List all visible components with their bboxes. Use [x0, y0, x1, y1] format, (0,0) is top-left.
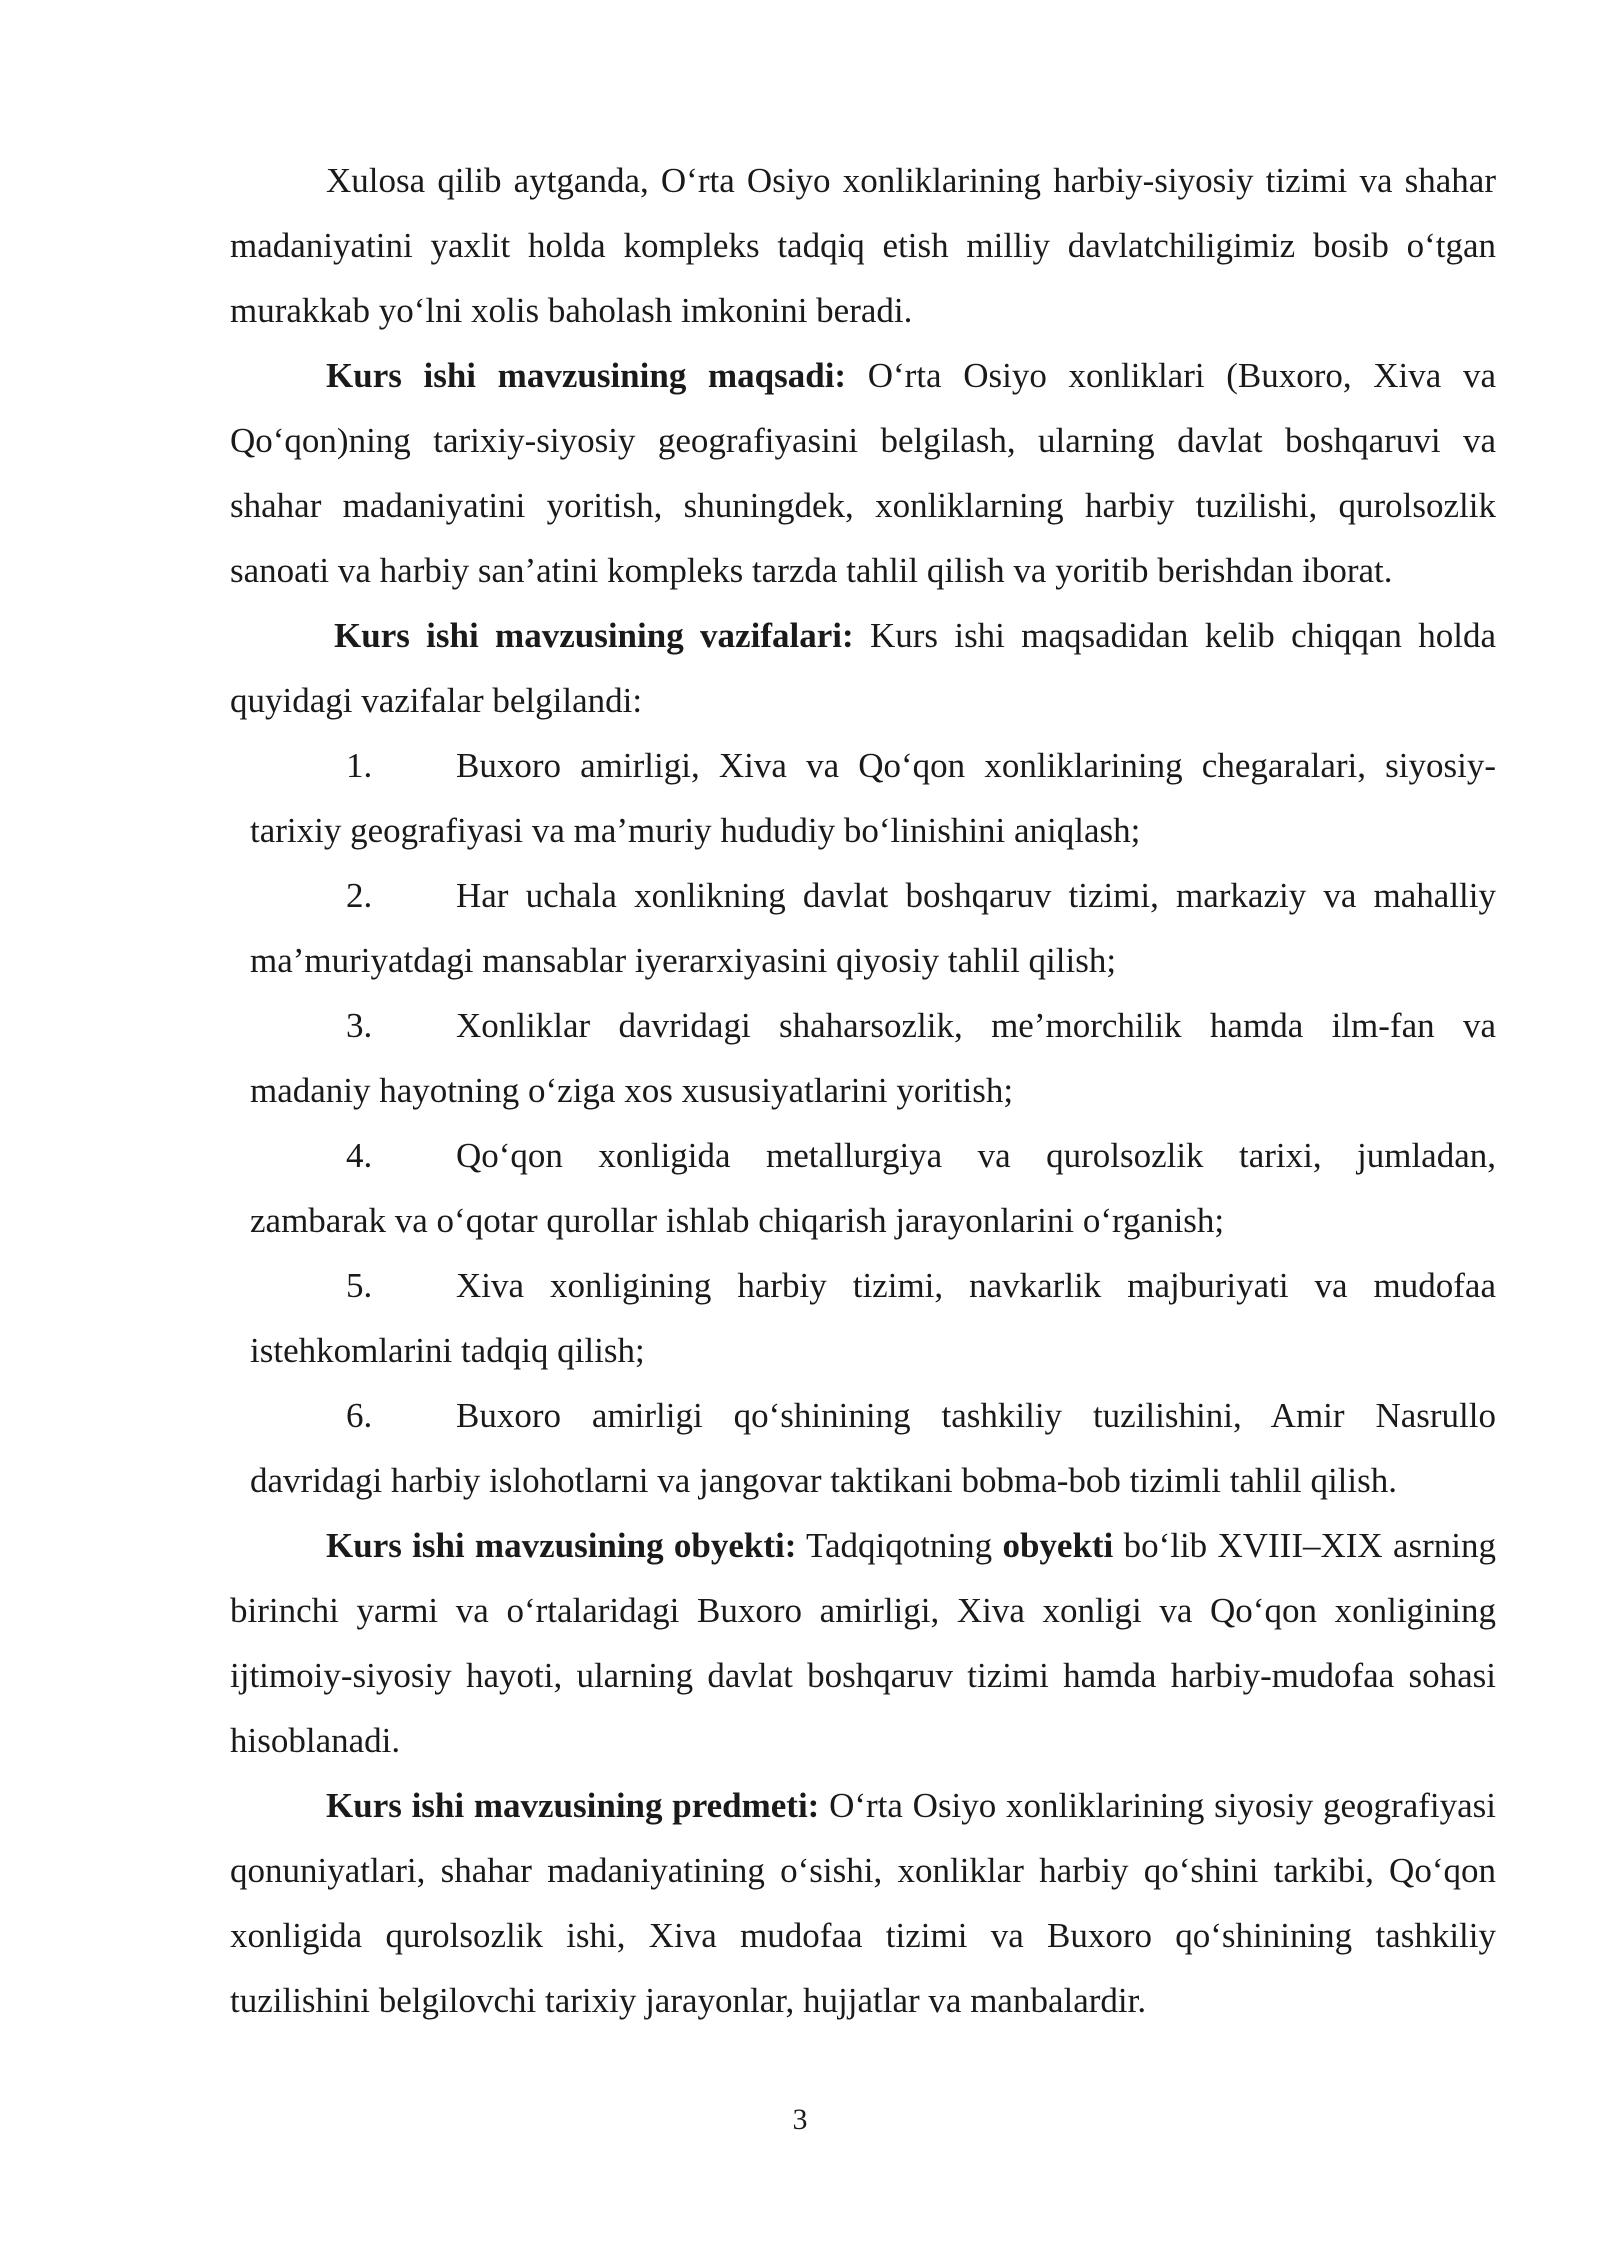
subject-paragraph: [230, 1773, 1496, 2033]
list-item: [250, 733, 1496, 863]
document-page: [230, 148, 1496, 2033]
object-label: Kurs ishi mavzusining obyekti:: [326, 1526, 797, 1565]
tasks-list: [230, 733, 1496, 1513]
page-number: 3: [792, 2103, 808, 2136]
list-item: [250, 993, 1496, 1123]
list-item-text-continued: zambarak va o‘qotar qurollar ishlab chiqarish jarayonlarini o‘rganish;: [250, 1201, 1225, 1240]
subject-label: Kurs ishi mavzusining predmeti:: [326, 1786, 820, 1825]
list-item-text: Har uchala xonlikning davlat boshqaruv tizimi, markaziy va mahalliy: [456, 876, 1496, 915]
object-bold-word: obyekti: [1002, 1526, 1114, 1565]
list-item: [250, 1253, 1496, 1383]
list-item-number: 5.: [346, 1266, 373, 1305]
list-item-number: 6.: [346, 1396, 373, 1435]
tasks-paragraph: [230, 603, 1496, 733]
subject-text: O‘rta Osiyo xonliklarining siyosiy geografiyasi qonuniyatlari, shahar madaniyatining o‘sishi, xonliklar harbiy qo‘shini tarkibi, Qo‘qon xonligida qurolsozlik ishi, Xiva mudofaa tizimi va Buxoro qo‘shinining tashkiliy tuzilishini belgilovchi tarixiy jarayonlar, hujjatlar va manbalardir.: [230, 1786, 1496, 2020]
object-text: Tadqiqotning: [796, 1526, 1003, 1565]
list-item-text: Qo‘qon xonligida metallurgiya va qurolsozlik tarixi, jumladan,: [456, 1136, 1496, 1175]
list-item-text: Buxoro amirligi, Xiva va Qo‘qon xonliklarining chegaralari, siyosiy-: [456, 746, 1496, 785]
object-text-continued: bo‘lib XVIII–XIX asrning birinchi yarmi va o‘rtalaridagi Buxoro amirligi, Xiva xonligi va Qo‘qon xonligining ijtimoiy-siyosiy hayoti, ularning davlat boshqaruv tizimi hamda harbiy-mudofaa sohasi hisoblanadi.: [230, 1526, 1496, 1760]
list-item-text: Xiva xonligining harbiy tizimi, navkarlik majburiyati va mudofaa: [456, 1266, 1496, 1305]
list-item-number: 2.: [346, 876, 373, 915]
list-item-number: 1.: [346, 746, 373, 785]
tasks-label: Kurs ishi mavzusining vazifalari:: [334, 616, 854, 655]
list-item-text-continued: davridagi harbiy islohotlarni va jangovar taktikani bobma-bob tizimli tahlil qilish.: [250, 1461, 1397, 1500]
list-item-number: 4.: [346, 1136, 373, 1175]
conclusion-text: Xulosa qilib aytganda, O‘rta Osiyo xonliklarining harbiy-siyosiy tizimi va shahar madaniyatini yaxlit holda kompleks tadqiq etish milliy davlatchiligimiz bosib o‘tgan murakkab yo‘lni xolis baholash imkonini beradi.: [230, 161, 1496, 330]
list-item: [250, 1383, 1496, 1513]
object-paragraph: [230, 1513, 1496, 1773]
list-item-number: 3.: [346, 1006, 373, 1045]
list-item-text-continued: tarixiy geografiyasi va ma’muriy hududiy bo‘linishini aniqlash;: [250, 811, 1141, 850]
tasks-text: Kurs ishi maqsadidan kelib chiqqan holda quyidagi vazifalar belgilandi:: [230, 616, 1496, 720]
conclusion-paragraph: [230, 148, 1496, 343]
list-item-text-continued: istehkomlarini tadqiq qilish;: [250, 1331, 645, 1370]
list-item-text-continued: madaniy hayotning o‘ziga xos xususiyatlarini yoritish;: [250, 1071, 1014, 1110]
list-item: [250, 1123, 1496, 1253]
list-item-text: Xonliklar davridagi shaharsozlik, me’morchilik hamda ilm-fan va: [456, 1006, 1496, 1045]
goal-text: O‘rta Osiyo xonliklari (Buxoro, Xiva va Qo‘qon)ning tarixiy-siyosiy geografiyasini belgilash, ularning davlat boshqaruvi va shahar madaniyatini yoritish, shuningdek, xonliklarning harbiy tuzilishi, qurolsozlik sanoati va harbiy san’atini kompleks tarzda tahlil qilish va yoritib berishdan iborat.: [230, 356, 1497, 590]
list-item: [250, 863, 1496, 993]
goal-label: Kurs ishi mavzusining maqsadi:: [326, 356, 847, 395]
goal-paragraph: [230, 343, 1496, 603]
list-item-text-continued: ma’muriyatdagi mansablar iyerarxiyasini qiyosiy tahlil qilish;: [250, 941, 1117, 980]
list-item-text: Buxoro amirligi qo‘shinining tashkiliy tuzilishini, Amir Nasrullo: [456, 1396, 1496, 1435]
